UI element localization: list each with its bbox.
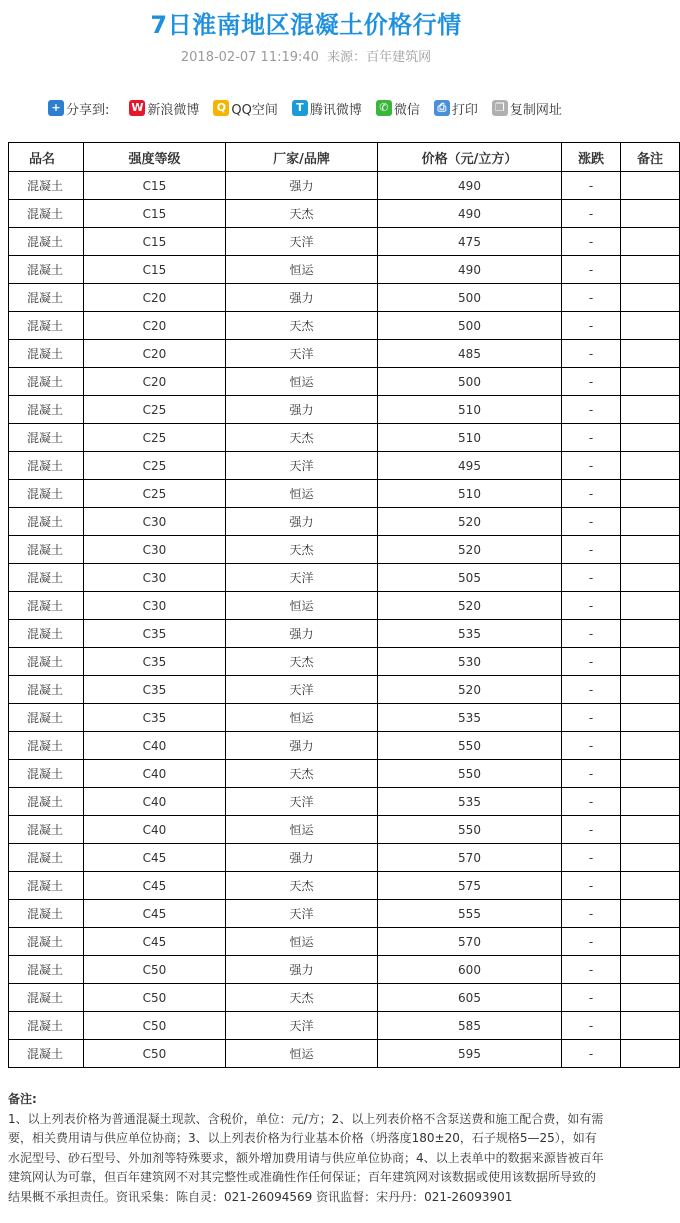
cell-brand: 天洋 (226, 340, 378, 368)
table-row (9, 900, 680, 928)
wechat-icon: ✆ (376, 100, 392, 116)
cell-grade: C20 (84, 340, 226, 368)
table-row (9, 536, 680, 564)
cell-price: 510 (378, 424, 562, 452)
cell-product: 混凝土 (9, 816, 84, 844)
cell-remark (621, 368, 680, 396)
source-name: 百年建筑网 (366, 50, 432, 65)
cell-price: 490 (378, 256, 562, 284)
share-lead (48, 99, 109, 118)
price-table (8, 142, 680, 1068)
table-row (9, 228, 680, 256)
cell-change: - (562, 564, 621, 592)
cell-price: 520 (378, 508, 562, 536)
cell-brand: 天洋 (226, 452, 378, 480)
cell-brand: 恒运 (226, 480, 378, 508)
cell-brand: 天杰 (226, 984, 378, 1012)
cell-change: - (562, 676, 621, 704)
cell-product: 混凝土 (9, 620, 84, 648)
cell-change: - (562, 340, 621, 368)
cell-brand: 强力 (226, 956, 378, 984)
table-row (9, 284, 680, 312)
table-row (9, 256, 680, 284)
cell-product: 混凝土 (9, 844, 84, 872)
table-row (9, 452, 680, 480)
cell-price: 490 (378, 172, 562, 200)
cell-grade: C45 (84, 872, 226, 900)
table-row (9, 424, 680, 452)
cell-remark (621, 928, 680, 956)
share-items (129, 99, 576, 118)
qzone-icon: Q (213, 100, 229, 116)
cell-remark (621, 704, 680, 732)
cell-change: - (562, 508, 621, 536)
cell-remark (621, 228, 680, 256)
cell-change: - (562, 368, 621, 396)
cell-product: 混凝土 (9, 760, 84, 788)
table-body (9, 172, 680, 1068)
cell-remark (621, 256, 680, 284)
cell-remark (621, 1012, 680, 1040)
cell-price: 505 (378, 564, 562, 592)
cell-brand: 天杰 (226, 872, 378, 900)
cell-change: - (562, 984, 621, 1012)
cell-change: - (562, 704, 621, 732)
cell-grade: C35 (84, 620, 226, 648)
cell-product: 混凝土 (9, 872, 84, 900)
cell-price: 570 (378, 844, 562, 872)
cell-price: 575 (378, 872, 562, 900)
cell-brand: 恒运 (226, 928, 378, 956)
cell-price: 520 (378, 536, 562, 564)
table-row (9, 928, 680, 956)
cell-product: 混凝土 (9, 200, 84, 228)
notes-label: 备注: (8, 1092, 37, 1106)
print-icon: ⎙ (434, 100, 450, 116)
cell-price: 600 (378, 956, 562, 984)
cell-brand: 天杰 (226, 200, 378, 228)
cell-change: - (562, 592, 621, 620)
cell-change: - (562, 1012, 621, 1040)
cell-product: 混凝土 (9, 592, 84, 620)
cell-grade: C50 (84, 1012, 226, 1040)
cell-price: 500 (378, 284, 562, 312)
cell-grade: C50 (84, 984, 226, 1012)
table-row (9, 844, 680, 872)
cell-change: - (562, 760, 621, 788)
cell-brand: 恒运 (226, 368, 378, 396)
cell-remark (621, 844, 680, 872)
cell-product: 混凝土 (9, 704, 84, 732)
cell-change: - (562, 312, 621, 340)
cell-price: 500 (378, 312, 562, 340)
cell-brand: 天洋 (226, 676, 378, 704)
header-product: 品名 (9, 143, 84, 172)
table-row (9, 732, 680, 760)
share-plus-icon: + (48, 100, 64, 116)
table-row (9, 1012, 680, 1040)
source-label: 来源： (327, 50, 367, 65)
cell-remark (621, 396, 680, 424)
cell-grade: C50 (84, 956, 226, 984)
cell-product: 混凝土 (9, 1040, 84, 1068)
cell-remark (621, 452, 680, 480)
cell-brand: 强力 (226, 172, 378, 200)
notes-text: 1、以上列表价格为普通混凝土现款、含税价，单位：元/方；2、以上列表价格不含泵送费和施工配合费，如有需要，相关费用请与供应单位协商；3、以上列表价格为行业基本价格（坍落度180±20，石子规格5—25），如有水泥型号、砂石型号、外加剂等特殊要求，额外增加费用请与供应单位协商；4、以上表单中的数据来源皆被百年建筑网认为可靠，但百年建筑网不对其完整性或准确性作任何保证；百年建筑网对该数据或使用该数据所导致的结果概不承担责任。资讯采集：陈自灵：021-26094569 资讯监督：宋丹丹：021-26093901 (8, 1111, 604, 1204)
cell-price: 520 (378, 676, 562, 704)
cell-change: - (562, 228, 621, 256)
cell-remark (621, 816, 680, 844)
cell-change: - (562, 480, 621, 508)
cell-grade: C35 (84, 648, 226, 676)
cell-change: - (562, 396, 621, 424)
price-table-wrapper (8, 142, 663, 1068)
cell-price: 510 (378, 396, 562, 424)
cell-product: 混凝土 (9, 900, 84, 928)
table-row (9, 396, 680, 424)
cell-change: - (562, 1040, 621, 1068)
cell-brand: 强力 (226, 844, 378, 872)
table-row (9, 592, 680, 620)
tencent-weibo-icon: T (292, 100, 308, 116)
cell-change: - (562, 200, 621, 228)
share-item-weibo[interactable] (129, 99, 199, 118)
cell-remark (621, 872, 680, 900)
cell-product: 混凝土 (9, 648, 84, 676)
cell-remark (621, 284, 680, 312)
cell-price: 520 (378, 592, 562, 620)
cell-change: - (562, 424, 621, 452)
cell-grade: C20 (84, 284, 226, 312)
cell-product: 混凝土 (9, 368, 84, 396)
cell-product: 混凝土 (9, 1012, 84, 1040)
cell-brand: 天洋 (226, 788, 378, 816)
cell-price: 605 (378, 984, 562, 1012)
table-row (9, 172, 680, 200)
share-item-label: 腾讯微博 (309, 102, 362, 118)
cell-product: 混凝土 (9, 256, 84, 284)
table-row (9, 704, 680, 732)
share-item-tencent-weibo[interactable] (292, 99, 362, 118)
table-row (9, 956, 680, 984)
share-lead-label: 分享到: (66, 102, 110, 118)
cell-remark (621, 732, 680, 760)
cell-change: - (562, 844, 621, 872)
cell-price: 550 (378, 760, 562, 788)
cell-grade: C20 (84, 312, 226, 340)
cell-product: 混凝土 (9, 984, 84, 1012)
cell-brand: 天杰 (226, 648, 378, 676)
cell-remark (621, 508, 680, 536)
table-row (9, 312, 680, 340)
cell-product: 混凝土 (9, 956, 84, 984)
share-item-print[interactable] (434, 99, 478, 118)
cell-price: 530 (378, 648, 562, 676)
cell-product: 混凝土 (9, 536, 84, 564)
cell-price: 535 (378, 704, 562, 732)
cell-change: - (562, 620, 621, 648)
article-meta (0, 48, 612, 68)
share-item-copy-url[interactable] (492, 99, 562, 118)
cell-change: - (562, 872, 621, 900)
share-bar (48, 97, 576, 119)
cell-product: 混凝土 (9, 732, 84, 760)
cell-remark (621, 340, 680, 368)
cell-product: 混凝土 (9, 312, 84, 340)
cell-price: 510 (378, 480, 562, 508)
cell-grade: C15 (84, 228, 226, 256)
table-row (9, 368, 680, 396)
cell-change: - (562, 816, 621, 844)
cell-remark (621, 172, 680, 200)
cell-product: 混凝土 (9, 676, 84, 704)
table-row (9, 676, 680, 704)
cell-brand: 天洋 (226, 1012, 378, 1040)
cell-grade: C20 (84, 368, 226, 396)
cell-price: 535 (378, 620, 562, 648)
cell-grade: C15 (84, 256, 226, 284)
cell-product: 混凝土 (9, 508, 84, 536)
table-row (9, 340, 680, 368)
cell-grade: C35 (84, 676, 226, 704)
cell-grade: C25 (84, 424, 226, 452)
cell-grade: C15 (84, 200, 226, 228)
cell-product: 混凝土 (9, 480, 84, 508)
cell-change: - (562, 284, 621, 312)
cell-price: 535 (378, 788, 562, 816)
table-row (9, 816, 680, 844)
cell-grade: C45 (84, 844, 226, 872)
copy-url-icon: ❐ (492, 100, 508, 116)
publish-datetime: 2018-02-07 11:19:40 (180, 50, 319, 65)
cell-remark (621, 648, 680, 676)
cell-brand: 天洋 (226, 900, 378, 928)
cell-change: - (562, 452, 621, 480)
table-row (9, 1040, 680, 1068)
header-remark: 备注 (621, 143, 680, 172)
notes-section (8, 1090, 606, 1207)
share-item-qzone[interactable] (213, 99, 277, 118)
cell-grade: C30 (84, 536, 226, 564)
cell-brand: 天杰 (226, 312, 378, 340)
weibo-icon: W (131, 101, 144, 114)
cell-product: 混凝土 (9, 172, 84, 200)
cell-product: 混凝土 (9, 340, 84, 368)
cell-change: - (562, 256, 621, 284)
cell-grade: C15 (84, 172, 226, 200)
cell-grade: C35 (84, 704, 226, 732)
cell-grade: C45 (84, 900, 226, 928)
table-row (9, 648, 680, 676)
cell-product: 混凝土 (9, 424, 84, 452)
table-row (9, 620, 680, 648)
cell-product: 混凝土 (9, 928, 84, 956)
cell-product: 混凝土 (9, 564, 84, 592)
table-row (9, 480, 680, 508)
share-item-label: 新浪微博 (147, 102, 200, 118)
cell-remark (621, 984, 680, 1012)
cell-price: 500 (378, 368, 562, 396)
cell-grade: C40 (84, 732, 226, 760)
cell-brand: 天杰 (226, 536, 378, 564)
cell-change: - (562, 172, 621, 200)
cell-remark (621, 676, 680, 704)
table-row (9, 760, 680, 788)
table-row (9, 984, 680, 1012)
cell-brand: 天杰 (226, 760, 378, 788)
cell-remark (621, 200, 680, 228)
cell-brand: 天洋 (226, 228, 378, 256)
cell-brand: 恒运 (226, 816, 378, 844)
cell-remark (621, 1040, 680, 1068)
cell-grade: C30 (84, 564, 226, 592)
cell-grade: C30 (84, 508, 226, 536)
cell-remark (621, 760, 680, 788)
cell-brand: 恒运 (226, 256, 378, 284)
cell-price: 555 (378, 900, 562, 928)
cell-brand: 强力 (226, 620, 378, 648)
cell-grade: C40 (84, 816, 226, 844)
table-row (9, 200, 680, 228)
cell-brand: 强力 (226, 732, 378, 760)
cell-brand: 恒运 (226, 704, 378, 732)
cell-brand: 恒运 (226, 592, 378, 620)
cell-price: 585 (378, 1012, 562, 1040)
share-item-label: 复制网址 (509, 102, 562, 118)
cell-grade: C50 (84, 1040, 226, 1068)
header-brand: 厂家/品牌 (226, 143, 378, 172)
cell-grade: C25 (84, 396, 226, 424)
share-item-label: QQ空间 (231, 102, 278, 118)
cell-price: 595 (378, 1040, 562, 1068)
cell-price: 570 (378, 928, 562, 956)
cell-brand: 恒运 (226, 1040, 378, 1068)
cell-change: - (562, 648, 621, 676)
cell-change: - (562, 732, 621, 760)
table-header-row (9, 143, 680, 172)
header-change: 涨跌 (562, 143, 621, 172)
table-row (9, 788, 680, 816)
cell-price: 495 (378, 452, 562, 480)
share-item-label: 微信 (393, 102, 420, 118)
cell-remark (621, 592, 680, 620)
cell-change: - (562, 928, 621, 956)
cell-remark (621, 564, 680, 592)
table-row (9, 508, 680, 536)
cell-product: 混凝土 (9, 788, 84, 816)
cell-remark (621, 424, 680, 452)
cell-remark (621, 312, 680, 340)
cell-grade: C30 (84, 592, 226, 620)
cell-brand: 强力 (226, 508, 378, 536)
cell-change: - (562, 536, 621, 564)
table-row (9, 872, 680, 900)
cell-brand: 天杰 (226, 424, 378, 452)
cell-change: - (562, 788, 621, 816)
cell-brand: 强力 (226, 284, 378, 312)
cell-remark (621, 956, 680, 984)
page-title: 7日淮南地区混凝土价格行情 (150, 11, 462, 39)
cell-product: 混凝土 (9, 284, 84, 312)
header-price: 价格（元/立方） (378, 143, 562, 172)
cell-price: 550 (378, 816, 562, 844)
cell-brand: 天洋 (226, 564, 378, 592)
share-item-wechat[interactable] (376, 99, 420, 118)
cell-price: 485 (378, 340, 562, 368)
cell-remark (621, 900, 680, 928)
cell-remark (621, 480, 680, 508)
cell-grade: C25 (84, 480, 226, 508)
cell-grade: C25 (84, 452, 226, 480)
cell-price: 490 (378, 200, 562, 228)
cell-brand: 强力 (226, 396, 378, 424)
cell-remark (621, 788, 680, 816)
cell-change: - (562, 956, 621, 984)
header-grade: 强度等级 (84, 143, 226, 172)
cell-price: 550 (378, 732, 562, 760)
cell-price: 475 (378, 228, 562, 256)
cell-product: 混凝土 (9, 452, 84, 480)
cell-remark (621, 620, 680, 648)
cell-grade: C40 (84, 760, 226, 788)
table-row (9, 564, 680, 592)
cell-grade: C40 (84, 788, 226, 816)
cell-product: 混凝土 (9, 396, 84, 424)
cell-grade: C45 (84, 928, 226, 956)
cell-remark (621, 536, 680, 564)
cell-change: - (562, 900, 621, 928)
share-item-label: 打印 (451, 102, 478, 118)
cell-product: 混凝土 (9, 228, 84, 256)
